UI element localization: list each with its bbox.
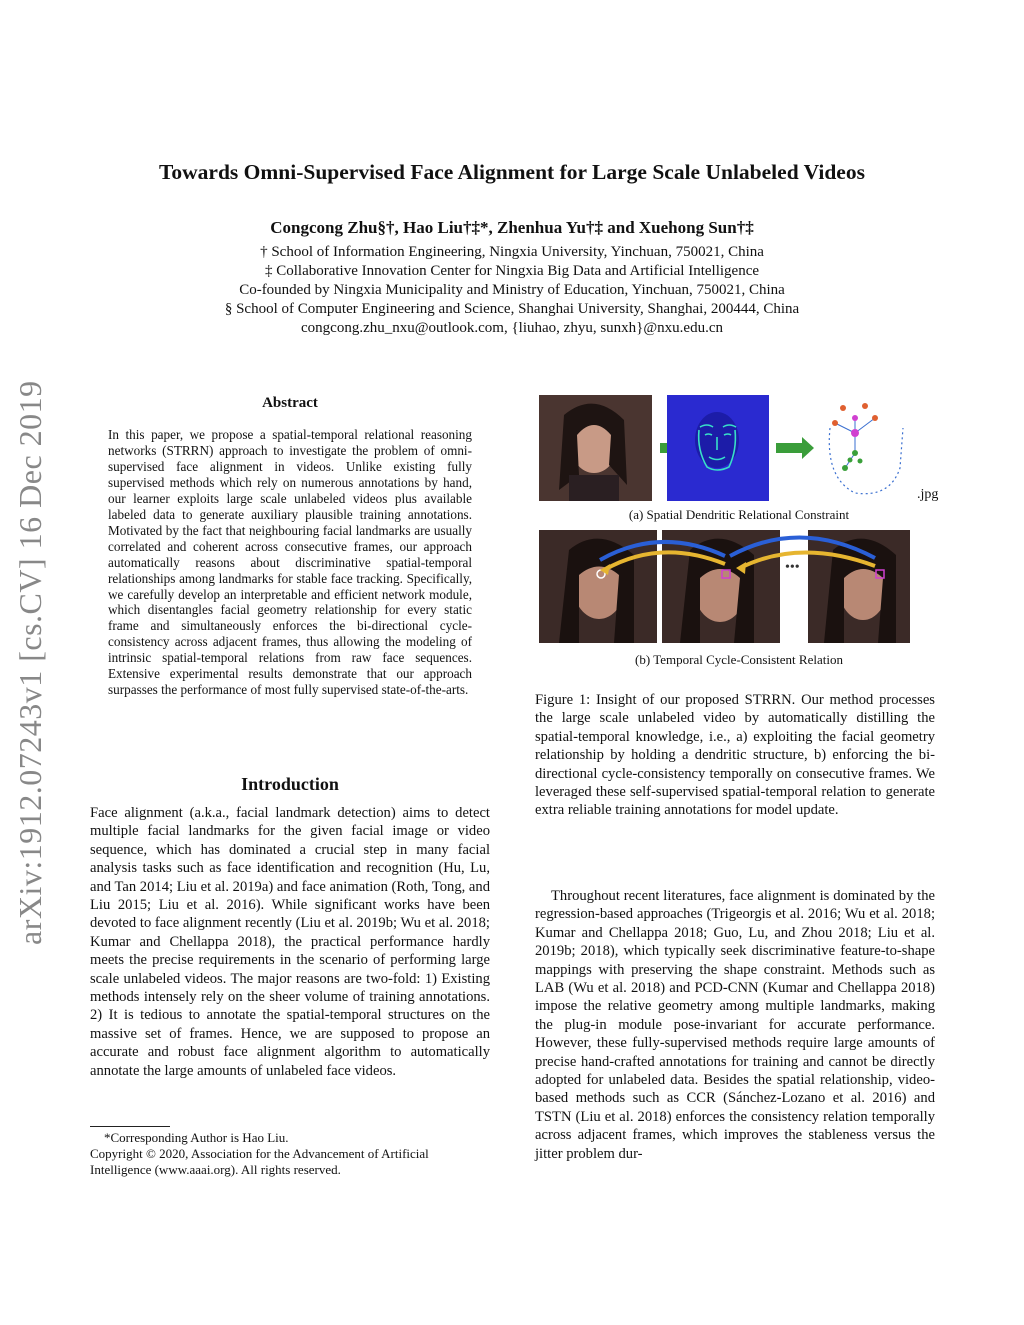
footnote-block (90, 1130, 490, 1178)
corresponding-author-note: *Corresponding Author is Hao Liu. (104, 1130, 289, 1145)
figure-1-caption: Figure 1: Insight of our proposed STRRN. Our method processes the large scale unlabeled video by automatically distilling the spatial-temporal knowledge, i.e., a) exploiting the facial geometry relationship by holding a dendritic structure, b) enforcing the bi-directional cycle-consistency temporally on consecutive frames. We leveraged these self-supervised spatial-temporal relation to generate extra reliable training annotations for model update. (535, 692, 935, 819)
dendritic-graph-icon (815, 398, 915, 503)
face-photo-icon (539, 395, 652, 501)
figure-b-caption: (b) Temporal Cycle-Consistent Relation (635, 652, 843, 667)
figure-a-caption: (a) Spatial Dendritic Relational Constraint (628, 507, 850, 522)
figure-a-input-frame (539, 395, 652, 501)
arxiv-side-label: arXiv:1912.07243v1 [cs.CV] 16 Dec 2019 (12, 380, 48, 945)
author-emails: congcong.zhu_nxu@outlook.com, {liuhao, zhyu, sunxh}@nxu.edu.cn (301, 320, 723, 336)
introduction-text: Face alignment (a.k.a., facial landmark detection) aims to detect multiple facial landmarks for the given facial image or video sequence, which has dominated a crucial step in many facial analysis tasks such as face identification and recognition (Hu, Lu, and Tan 2014; Liu et al. 2019a) and face animation (Roth, Tong, and Liu 2015; Liu et al. 2016). While significant works have been devoted to face alignment recently (Liu et al. 2019b; Wu et al. 2018; Kumar and Chellappa 2018), the practical performance hardly meets the precise requirements in the scenario of performing large scale unlabeled videos. The major reasons are two-fold: 1) Existing methods intensely rely on the sheer volume of training annotations. 2) It is tedious to annotate the spatial-temporal structures on the massive set of frames. Hence, we are supposed to propose an accurate and robust face alignment algorithm to automatically annotate the large amounts of unlabeled face videos. (90, 805, 490, 1079)
affiliation-2: ‡ Collaborative Innovation Center for Ningxia Big Data and Artificial Intelligence (264, 263, 760, 279)
introduction-heading: Introduction (241, 774, 339, 794)
heatmap-icon (667, 395, 769, 501)
paper-title: Towards Omni-Supervised Face Alignment for Large Scale Unlabeled Videos (159, 160, 865, 184)
affiliation-1: † School of Information Engineering, Ningxia University, Yinchuan, 750021, China (260, 244, 764, 260)
author-list: Congcong Zhu§†, Hao Liu†‡*, Zhenhua Yu†‡ and Xuehong Sun†‡ (270, 218, 754, 237)
abstract-text: In this paper, we propose a spatial-temporal relational reasoning networks (STRRN) approach to investigate the problem of omni-supervised face alignment in videos. Unlike existing fully supervised methods which rely on numerous annotations by hand, our learner exploits large scale unlabeled videos plus available labeled data to generate auxiliary plausible training annotations. Motivated by the fact that neighbouring facial landmarks are usually correlated and coherent across consecutive frames, our approach automatically reasons about discriminative spatial-temporal relationships among landmarks for stable face tracking. Specifically, we carefully develop an interpretable and efficient network module, which disentangles facial geometry relationship for every static frame and simultaneously enforces the bi-directional cycle-consistency across adjacent frames, thus allowing the modeling of intrinsic spatial-temporal relations from raw face sequences. Extensive experimental results demonstrate that our approach surpasses the performance of most fully supervised state-of-the-arts. (108, 427, 472, 698)
cycle-arcs-icon (590, 528, 890, 578)
arrow-right-icon (776, 435, 816, 461)
ellipsis-icon: ••• (785, 560, 800, 575)
figure-a-heatmap (667, 395, 769, 501)
jpg-artifact-label: .jpg (917, 487, 939, 502)
footnote-rule (90, 1126, 170, 1127)
body-text-right: Throughout recent literatures, face alignment is dominated by the regression-based approaches (Trigeorgis et al. 2016; Wu et al. 2018; Kumar and Chellappa 2018; Guo, Lu, and Zhou 2018; Liu et al. 2019b; 2018), which typically seek discriminative feature-to-shape mappings with preserving the shape constraint. Methods such as LAB (Wu et al. 2018) and PCD-CNN (Kumar and Chellappa 2018) impose the relative geometry among multiple landmarks, making the plug-in module pose-invariant for accurate performance. However, these fully-supervised methods require large amounts of precise hand-crafted annotations for training and cannot be directly adopted for unlabeled data. Besides the spatial relationship, video-based methods such as CCR (Sánchez-Lozano et al. 2016) and TSTN (Liu et al. 2018) enforces the consistency relation temporally across adjacent frames, which improves the stableness versus the jitter problem dur- (535, 888, 935, 1162)
affiliation-3: Co-founded by Ningxia Municipality and Ministry of Education, Yinchuan, 750021, China (239, 282, 785, 298)
affiliation-4: § School of Computer Engineering and Science, Shanghai University, Shanghai, 200444, China (224, 301, 800, 317)
copyright-notice: Copyright © 2020, Association for the Advancement of Artificial Intelligence (www.aaai.org). All rights reserved. (90, 1146, 429, 1177)
abstract-heading: Abstract (262, 395, 318, 411)
